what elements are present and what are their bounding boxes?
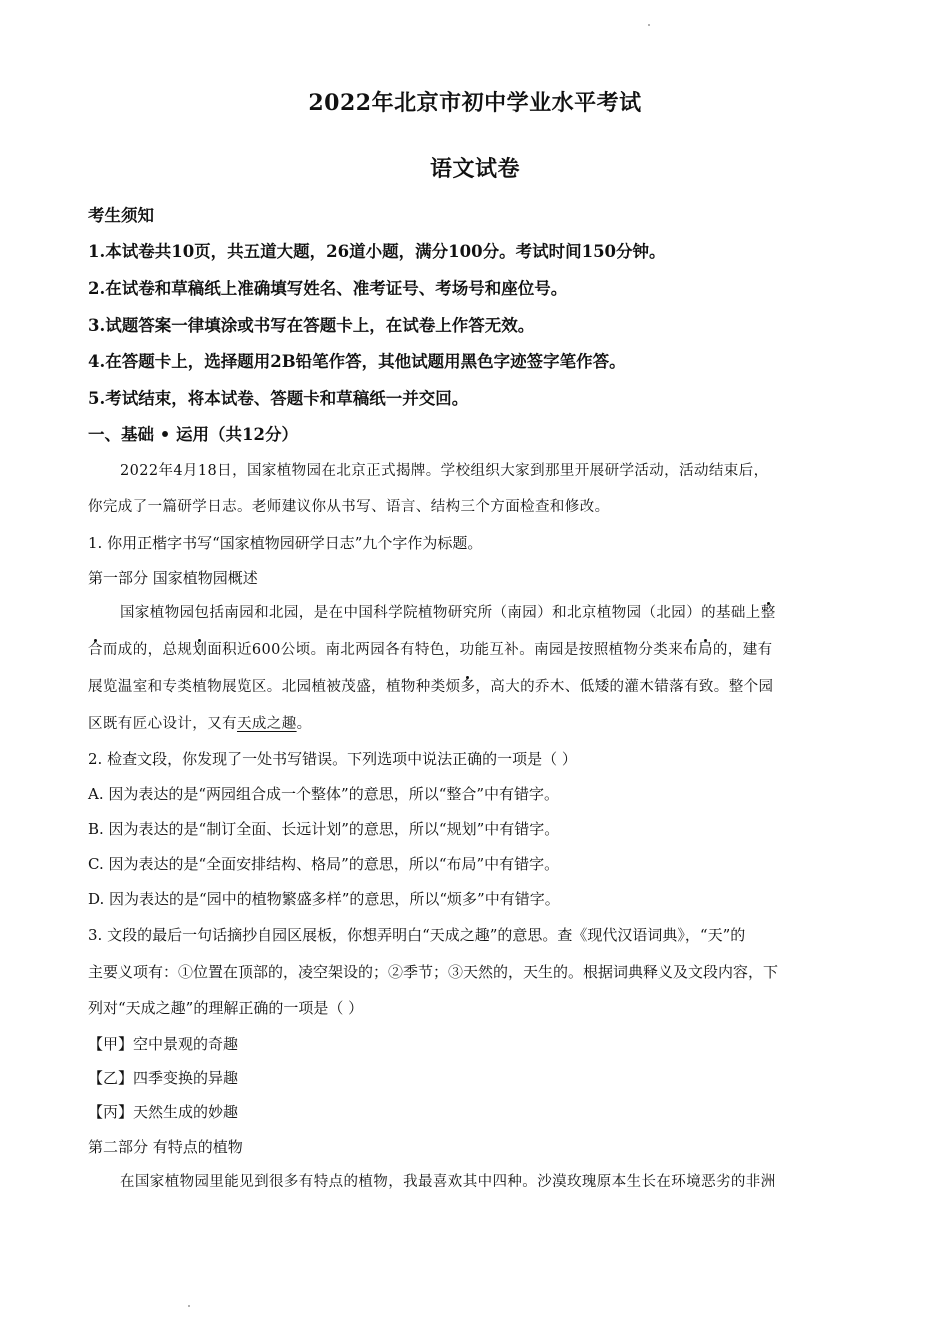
notice-item: 3.试题答案一律填涂或书写在答题卡上，在试卷上作答无效。 <box>88 316 535 335</box>
question-3-stem: 列对“天成之趣”的理解正确的一项是（ ） <box>88 999 364 1017</box>
dotted-char: 布 <box>683 642 698 658</box>
question-3-option: 【甲】空中景观的奇趣 <box>88 1035 239 1053</box>
underlined-phrase: 天成之趣 <box>237 716 297 732</box>
dotted-char: 整 <box>760 605 776 621</box>
paper-subtitle: 语文试卷 <box>429 156 520 182</box>
part-heading: 第二部分 有特点的植物 <box>88 1138 243 1156</box>
section-heading: 一、基础 • 运用（共12分） <box>88 425 298 444</box>
question-2-option: A. 因为表达的是“两园组合成一个整体”的意思，所以“整合”中有错字。 <box>88 785 560 803</box>
question-3-option: 【乙】四季变换的异趣 <box>88 1069 239 1087</box>
passage-line <box>88 714 856 734</box>
question-1: 1. 你用正楷字书写“国家植物园研学日志”九个字作为标题。 <box>88 534 483 552</box>
intro-line: 2022年4月18日，国家植物园在北京正式揭牌。学校组织大家到那里开展研学活动，活动结束后， <box>120 463 769 479</box>
exam-title: 2022年北京市初中学业水平考试 <box>308 90 642 116</box>
question-2-option: C. 因为表达的是“全面安排结构、格局”的意思，所以“布局”中有错字。 <box>88 855 560 873</box>
dotted-char: 多 <box>460 679 476 695</box>
dotted-char: 局 <box>698 642 713 658</box>
notice-item: 4.在答题卡上，选择题用2B铅笔作答，其他试题用黑色字迹签字笔作答。 <box>88 352 626 371</box>
question-2-stem: 2. 检查文段，你发现了一处书写错误。下列选项中说法正确的一项是（ ） <box>88 750 577 768</box>
passage-text: 而成的，总 <box>102 642 178 658</box>
passage-text: 国家植物园包括南园和北园，是在中国科学院植物研究所（南园）和北京植物园（北园）的基础上 <box>120 605 761 621</box>
passage-line <box>88 677 856 697</box>
notice-item: 2.在试卷和草稿纸上准确填写姓名、准考证号、考场号和座位号。 <box>88 279 568 298</box>
passage-text: 面积近600公顷。南北两园各有特色，功能互补。南园是按照植物分类来 <box>207 642 684 658</box>
passage-text: 区既有匠心设计，又有 <box>88 716 237 732</box>
notice-item: 1.本试卷共10页，共五道大题，26道小题，满分100分。考试时间150分钟。 <box>88 242 666 261</box>
passage-text: 的，建有 <box>712 642 773 658</box>
passage-text: 。 <box>296 716 312 732</box>
passage-text: 展览温室和专类植物展览区。北园植被茂盛，植物种类烦 <box>88 679 461 695</box>
intro-line: 你完成了一篇研学日志。老师建议你从书写、语言、结构三个方面检查和修改。 <box>88 499 610 515</box>
passage-line: 在国家植物园里能见到很多有特点的植物，我最喜欢其中四种。沙漠玫瑰原本生长在环境恶劣的非洲 <box>120 1174 776 1190</box>
passage-text: 规 <box>177 642 193 658</box>
passage-line <box>120 603 856 623</box>
question-2-option: D. 因为表达的是“园中的植物繁盛多样”的意思，所以“烦多”中有错字。 <box>88 890 560 908</box>
question-3-option: 【丙】天然生成的妙趣 <box>88 1103 239 1121</box>
scan-speck <box>188 1305 190 1307</box>
question-3-stem: 主要义项有：①位置在顶部的，凌空架设的；②季节；③天然的，天生的。根据词典释义及文段内容，下 <box>88 963 779 981</box>
passage-text: ，高大的乔木、低矮的灌木错落有致。整个园 <box>475 679 774 695</box>
passage-line <box>88 640 856 660</box>
notice-heading: 考生须知 <box>88 206 154 225</box>
scan-speck <box>648 24 650 26</box>
dotted-char: 合 <box>88 642 103 658</box>
dotted-char: 划 <box>192 642 208 658</box>
question-3-stem: 3. 文段的最后一句话摘抄自园区展板，你想弄明白“天成之趣”的意思。查《现代汉语词典》，“天”的 <box>88 926 746 944</box>
notice-item: 5.考试结束，将本试卷、答题卡和草稿纸一并交回。 <box>88 389 469 408</box>
question-2-option: B. 因为表达的是“制订全面、长远计划”的意思，所以“规划”中有错字。 <box>88 820 560 838</box>
part-heading: 第一部分 国家植物园概述 <box>88 569 258 587</box>
